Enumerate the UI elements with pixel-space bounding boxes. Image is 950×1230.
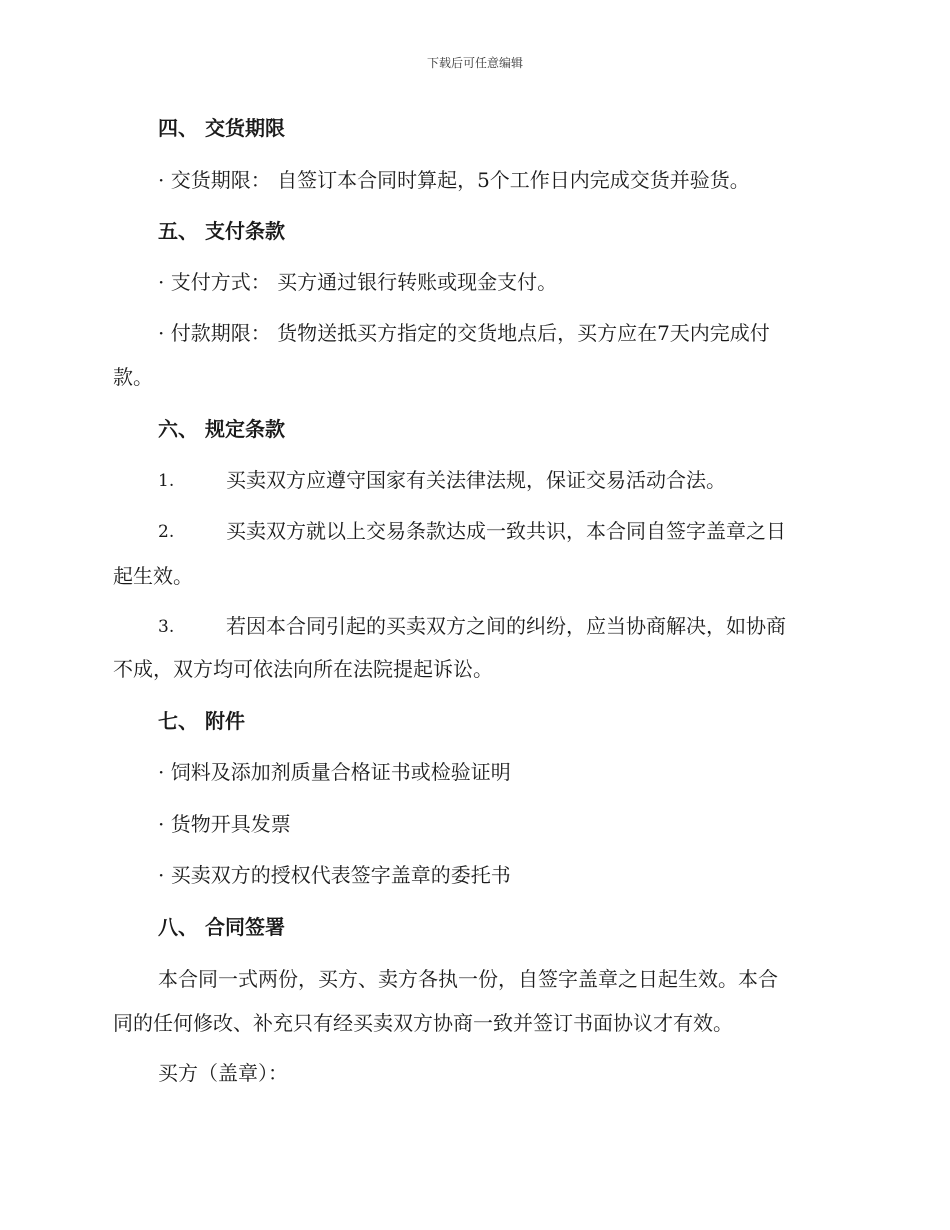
delivery-term-item: · 交货期限： 自签订本合同时算起，5个工作日内完成交货并验货。 (158, 168, 750, 192)
section-8-heading: 八、 合同签署 (158, 915, 285, 939)
page-header: 下载后可任意编辑 (426, 56, 523, 70)
signing-paragraph-line-2: 同的任何修改、补充只有经买卖双方协商一致并签订书面协议才有效。 (113, 1011, 733, 1035)
clause-3-text-line-1: 若因本合同引起的买卖双方之间的纠纷，应当协商解决，如协商 (226, 614, 786, 638)
attachment-item: · 买卖双方的授权代表签字盖章的委托书 (158, 863, 511, 887)
section-5-heading: 五、 支付条款 (158, 219, 285, 243)
clause-3-number: 3. (158, 617, 175, 637)
signing-paragraph-line-1: 本合同一式两份，买方、卖方各执一份，自签字盖章之日起生效。本合 (158, 967, 778, 991)
payment-method-item: · 支付方式： 买方通过银行转账或现金支付。 (158, 270, 558, 294)
payment-term-line-2: 款。 (113, 365, 153, 389)
section-4-heading: 四、 交货期限 (158, 116, 285, 140)
clause-2-number: 2. (158, 522, 175, 542)
clause-3-text-line-2: 不成，双方均可依法向所在法院提起诉讼。 (113, 657, 493, 681)
clause-1-number: 1. (158, 471, 175, 491)
attachment-item: · 饲料及添加剂质量合格证书或检验证明 (158, 760, 511, 784)
section-6-heading: 六、 规定条款 (158, 417, 285, 441)
section-7-heading: 七、 附件 (158, 709, 245, 733)
clause-1-text: 买卖双方应遵守国家有关法律法规，保证交易活动合法。 (226, 468, 726, 492)
clause-2-text-line-2: 起生效。 (113, 564, 193, 588)
buyer-seal-label: 买方（盖章）： (158, 1061, 288, 1085)
payment-term-line-1: · 付款期限： 货物送抵买方指定的交货地点后，买方应在7天内完成付 (158, 321, 770, 345)
clause-2-text-line-1: 买卖双方就以上交易条款达成一致共识，本合同自签字盖章之日 (226, 519, 786, 543)
attachment-item: · 货物开具发票 (158, 812, 291, 836)
